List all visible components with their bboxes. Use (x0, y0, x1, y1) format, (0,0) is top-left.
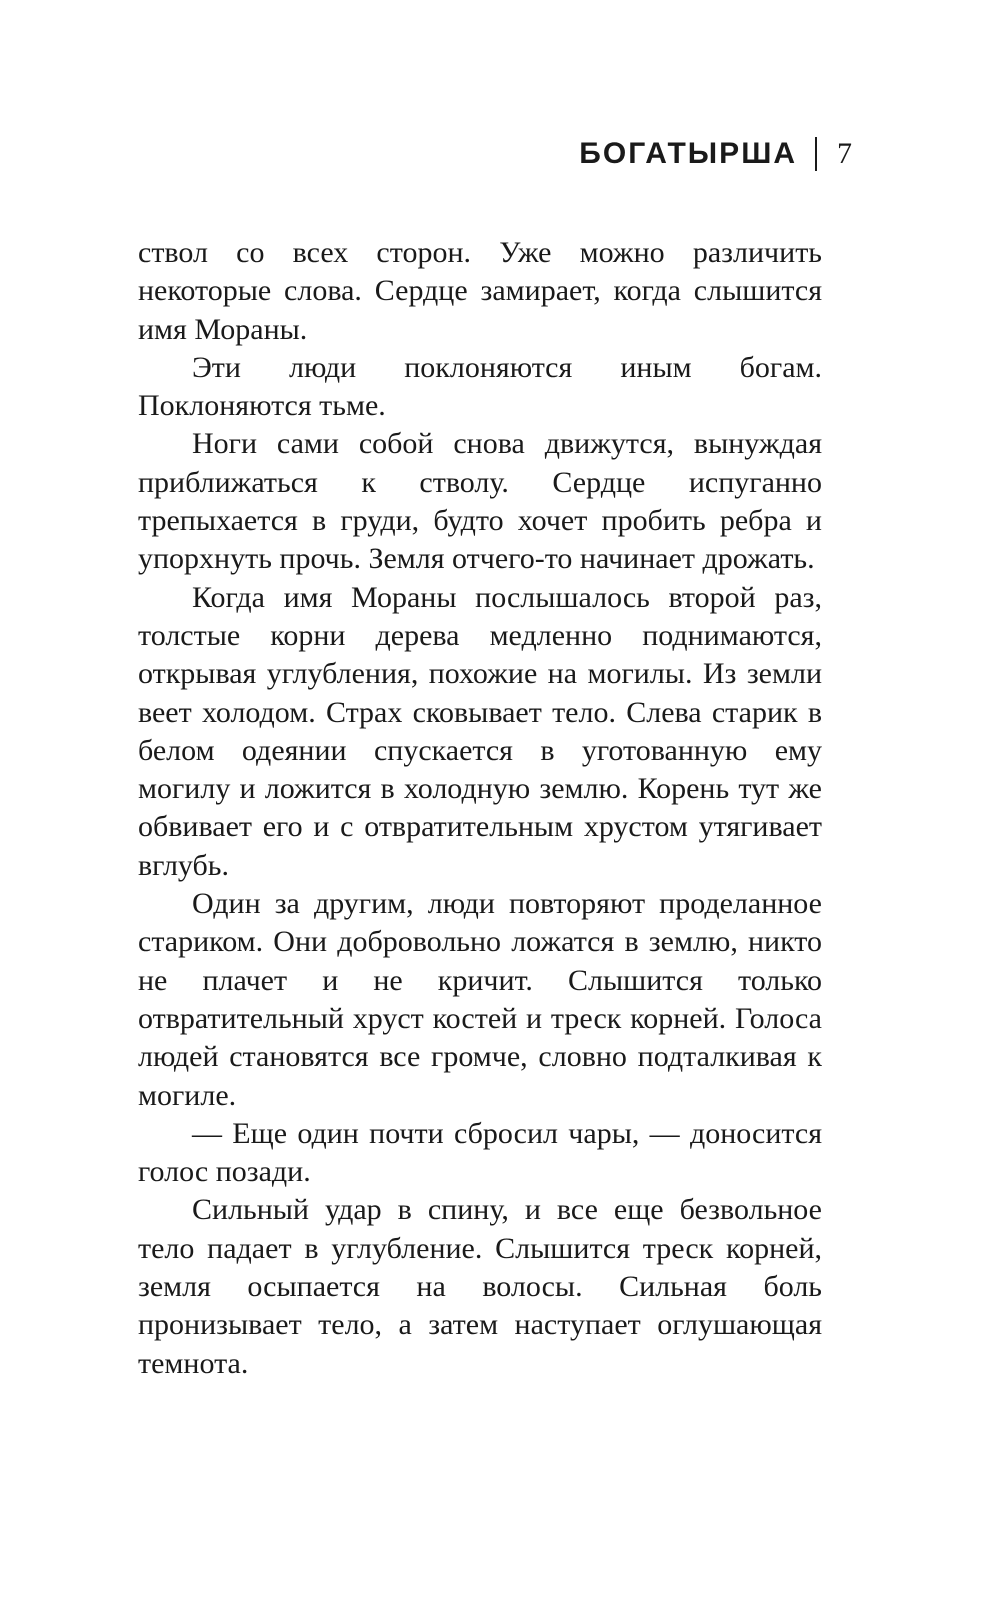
page-body (138, 234, 822, 1383)
paragraph: ствол со всех сторон. Уже можно различить некоторые слова. Сердце замирает, когда слышится имя Мораны. (138, 236, 822, 346)
paragraph: Эти люди поклоняются иным богам. Поклоняются тьме. (138, 350, 822, 423)
page-number: 7 (837, 137, 852, 170)
paragraph: — Еще один почти сбросил чары, — доносится голос позади. (138, 1116, 822, 1189)
running-header (579, 134, 852, 174)
paragraph: Один за другим, люди повторяют проделанное стариком. Они добровольно ложатся в землю, никто не плачет и не кричит. Слышится только отвратительный хруст костей и треск корней. Голоса людей становятся все громче, словно подталкивая к могиле. (138, 887, 822, 1112)
header-divider (815, 137, 817, 171)
paragraph: Когда имя Мораны послышалось второй раз, толстые корни дерева медленно поднимаются, открывая углубления, похожие на могилы. Из земли веет холодом. Страх сковывает тело. Слева старик в белом одеянии спускается в уготованную ему могилу и ложится в холодную землю. Корень тут же обвивает его и с отвратительным хрустом утягивает вглубь. (138, 580, 822, 882)
paragraph: Сильный удар в спину, и все еще безвольное тело падает в углубление. Слышится треск корней, земля осыпается на волосы. Сильная боль пронизывает тело, а затем наступает оглушающая темнота. (138, 1193, 822, 1380)
book-title: БОГАТЫРША (579, 137, 797, 170)
paragraph: Ноги сами собой снова движутся, вынуждая приближаться к стволу. Сердце испуганно трепыхается в груди, будто хочет пробить ребра и упорхнуть прочь. Земля отчего-то начинает дрожать. (138, 427, 822, 576)
